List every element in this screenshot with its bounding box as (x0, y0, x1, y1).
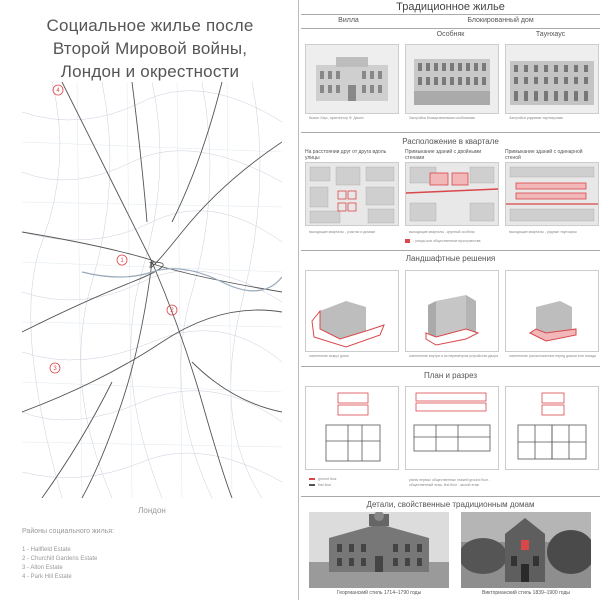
block-caption-3: выходящие кварталы - рядные таунхаусы (509, 230, 577, 234)
legend-item: 3 - Alton Estate (22, 565, 63, 571)
georgian-caption: Георгианский стиль 1714–1790 годы (336, 590, 422, 596)
victorian-caption: Викторианский стиль 1839–1900 годы (482, 590, 570, 596)
legend-title: Районы социального жилья: (22, 528, 115, 535)
district-legend (22, 546, 97, 582)
landscape-1 (305, 270, 399, 352)
villa-photo (305, 44, 399, 114)
block-caption-2: выходящие кварталы - крупный особняк (409, 230, 475, 234)
first-floor-label: first floor (318, 483, 332, 487)
plan-2 (405, 386, 499, 470)
map-marker-1: 1 (120, 258, 124, 264)
map-marker-3: 3 (53, 366, 57, 372)
title-line-2: Второй Мировой войны, (52, 39, 248, 58)
victorian-photo (461, 512, 591, 588)
landscape-caption-2: озеленение внутри и за периметром устройство двора (409, 354, 499, 358)
type-mansion-label: Особняк (436, 31, 465, 38)
landscape-2 (405, 270, 499, 352)
street-legend-swatch (405, 239, 410, 243)
block-map-1 (305, 162, 399, 226)
villa-caption: Кьюис Хаус, архитектор Ф. Джонс (309, 116, 364, 120)
block-heading: Расположение в квартале (402, 137, 499, 146)
ground-floor-label: ground floor (318, 477, 337, 481)
divider (301, 28, 600, 29)
type-villa-label: Вилла (338, 17, 359, 24)
title-line-3: Лондон и окрестности (60, 62, 240, 81)
townhouse-photo (505, 44, 599, 114)
map-marker-4: 4 (56, 88, 60, 94)
section-title-traditional: Традиционное жилье (301, 0, 600, 15)
landscape-3 (505, 270, 599, 352)
block-caption-1: выходящие кварталы - участки и домики (309, 230, 376, 234)
london-map (22, 82, 282, 498)
legend-item: 4 - Park Hill Estate (22, 574, 72, 580)
block-col2-label: Примыкание зданий с двойными стенами (405, 149, 482, 161)
legend-item: 1 - Hallfield Estate (22, 547, 71, 553)
plan-1 (305, 386, 399, 470)
street-legend-text: - улицы или общественные пространства (413, 239, 481, 243)
divider (301, 132, 600, 133)
type-townhouse-label: Таунхаус (535, 31, 566, 38)
type-terraced-label: Блокированный дом (467, 17, 534, 24)
block-col3-label: Примыкание зданий с одинарной стеной (505, 149, 583, 161)
landscape-caption-1: озеленение вокруг дома (309, 354, 349, 358)
block-map-2 (405, 162, 499, 226)
mansion-caption: Застройка блокированными особняками (409, 116, 475, 120)
divider (301, 250, 600, 251)
legend-item: 2 - Churchill Gardens Estate (22, 556, 98, 562)
mansion-photo (405, 44, 499, 114)
georgian-photo (309, 512, 449, 588)
block-col1-label: На расстоянии друг от друга вдоль улицы (305, 149, 387, 161)
details-heading: Детали, свойственные традиционным домам (366, 500, 535, 509)
divider (301, 496, 600, 497)
plan-note: planis первых общественных этажей ground floor - общественный этаж, first floor - жилой этаж (409, 478, 491, 487)
townhouse-caption: Застройка рядными таунхаусами (509, 116, 563, 120)
title-line-1: Социальное жилье после (46, 16, 254, 35)
plan-heading: План и разрез (423, 371, 478, 380)
page-title (10, 14, 290, 83)
map-caption: Лондон (138, 506, 166, 515)
plan-3 (505, 386, 599, 470)
map-marker-2: 2 (170, 308, 174, 314)
divider (301, 366, 600, 367)
right-panel (301, 0, 600, 600)
left-panel (0, 0, 298, 600)
landscape-caption-3: озеленение расположенное перед домом или позади (509, 354, 597, 358)
first-floor-swatch (309, 484, 315, 486)
landscape-heading: Ландшафтные решения (405, 254, 496, 263)
center-divider (298, 0, 299, 600)
ground-floor-swatch (309, 478, 315, 480)
block-map-3 (505, 162, 599, 226)
